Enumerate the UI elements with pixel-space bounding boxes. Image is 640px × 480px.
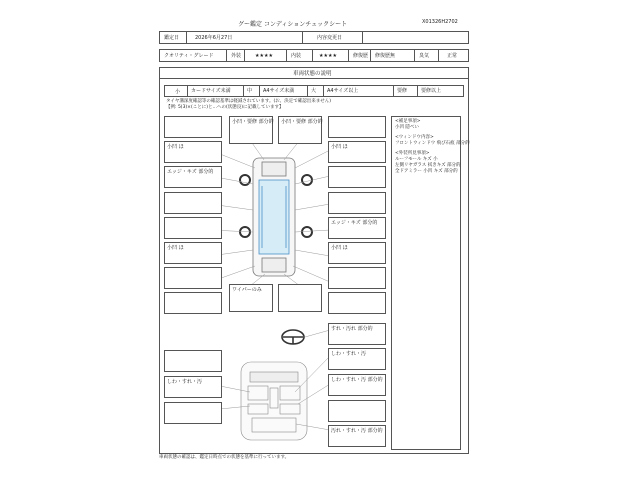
seal-label: 臭気 [419,53,430,59]
note-line-1: タイヤ溝深度確認等の確認基準は軽減されています。(お、決定で確認出来ません) [166,99,332,104]
repair-value: 修復歴無 [375,53,396,59]
seal-value: 正常 [447,53,458,59]
ext-label-right-1: 小凹 ほ [331,144,348,150]
legend-symbol-repair-label: 要修 [397,88,408,94]
legend-symbol-medium-label: 中 [247,88,253,94]
car-interior-outline [241,362,307,440]
input-date-label: 内容変更日 [317,35,343,41]
legend-symbol-small: 小 [175,89,181,95]
side-panel [391,116,470,450]
interior-label: 内装 [291,53,302,59]
ext-label-left-1: 小凹 ほ [167,144,184,150]
footer-note: 車両状態の確認は、鑑定日時点での状態を基準に行っています。 [159,455,290,460]
side-panel-title: <補足事項> [395,119,421,124]
steering-wheel-icon [282,330,304,344]
ext-box-right-8 [328,292,386,314]
doc-number: X01326H2702 [422,19,458,25]
ext-box-right-1 [328,116,386,138]
ext-label-bottom-center: ワイパーのみ [232,287,262,293]
ext-box-left-8 [164,292,222,314]
ext-label-roof-right: 小凹・要修 部分的 [281,119,323,125]
inspect-date-value: 2026年6月27日 [195,35,233,41]
ext-box-bottom-left [229,284,273,312]
int-label-left-seat: しわ・すれ・汚 [167,379,203,385]
ext-label-roof-left: 小凹・要修 部分的 [232,119,274,125]
ext-box-right-2 [328,141,386,163]
car-exterior-outline [253,158,295,276]
inspect-date-label: 鑑定日 [164,35,180,41]
quality-label: クオリティ・グレード [164,53,214,59]
wheel-front-right-icon [302,175,312,185]
side-panel-line-2: <ウィンドウ内容> [395,135,434,140]
section-title: 車両状態の説明 [293,71,332,77]
interior-value: ★★★★ [319,53,337,59]
int-label-rear-seat: しわ・すれ・汚 部分的 [331,377,383,383]
int-box-left-2 [164,376,222,398]
ext-box-bottom-right [278,284,322,312]
side-panel-line-5: ルーフモール キズ 小 [395,157,438,162]
int-box-left-1 [164,350,222,372]
ext-label-left-2: エッジ・キズ 部分的 [167,169,214,175]
ext-box-left-6 [164,242,222,264]
side-panel-line-4: <外装所見事項> [395,151,430,156]
wheel-rear-right-icon [302,227,312,237]
ext-label-right-3: 小凹 ほ [331,245,348,251]
legend-text-large-label: A4サイズ以上 [327,88,359,94]
ext-box-roof-left [229,116,273,144]
int-label-cargo: 汚れ・すれ・汚 部分的 [331,428,383,434]
legend-text-small-label: カードサイズ未満 [191,88,231,94]
exterior-value: ★★★★ [255,53,273,59]
sheet-title: グー鑑定 コンディションチェックシート [238,21,348,28]
ext-box-roof-right [278,116,322,144]
int-box-front-seat [328,348,386,370]
side-panel-line-3: フロントウィンドウ 飛び石痕 部分的 [395,141,470,146]
ext-box-left-5 [164,217,222,239]
legend-text-repair-label: 要修以上 [421,88,442,94]
side-panel-line-1: 小凹 隠ぺい [395,125,419,130]
int-box-steering [328,323,386,345]
note-line-2: 【例: 5(3)×(ことに)と…への(状態良)に記載しています】 [166,105,284,110]
ext-label-left-3: 小凹 ほ [167,245,184,251]
ext-box-left-4 [164,192,222,214]
exterior-label: 外装 [231,53,242,59]
side-panel-line-7: 全ドアミラー 小凹 キズ 部分的 [395,169,458,174]
int-box-left-3 [164,402,222,424]
ext-box-left-7 [164,267,222,289]
int-box-cargo [328,425,386,447]
ext-box-right-3 [328,166,386,188]
legend-symbol-large-label: 大 [311,88,317,94]
int-label-front-seat: しわ・すれ・汚 [331,351,367,357]
ext-box-right-4 [328,192,386,214]
ext-box-left-2 [164,141,222,163]
ext-box-left-3 [164,166,222,188]
int-label-steering: すれ・汚れ 部分的 [331,326,373,332]
legend-text-medium-label: A4サイズ未満 [263,88,295,94]
int-box-right-4 [328,400,386,422]
ext-box-right-7 [328,267,386,289]
ext-box-right-6 [328,242,386,264]
int-box-rear-seat [328,374,386,396]
repair-label: 修復歴 [353,53,369,59]
wheel-front-left-icon [240,175,250,185]
ext-label-right-2: エッジ・キズ 部分的 [331,220,378,226]
side-panel-line-6: 左側リヤガラス 拭きキズ 部分的 [395,163,461,168]
ext-box-right-5 [328,217,386,239]
ext-box-left-1 [164,116,222,138]
